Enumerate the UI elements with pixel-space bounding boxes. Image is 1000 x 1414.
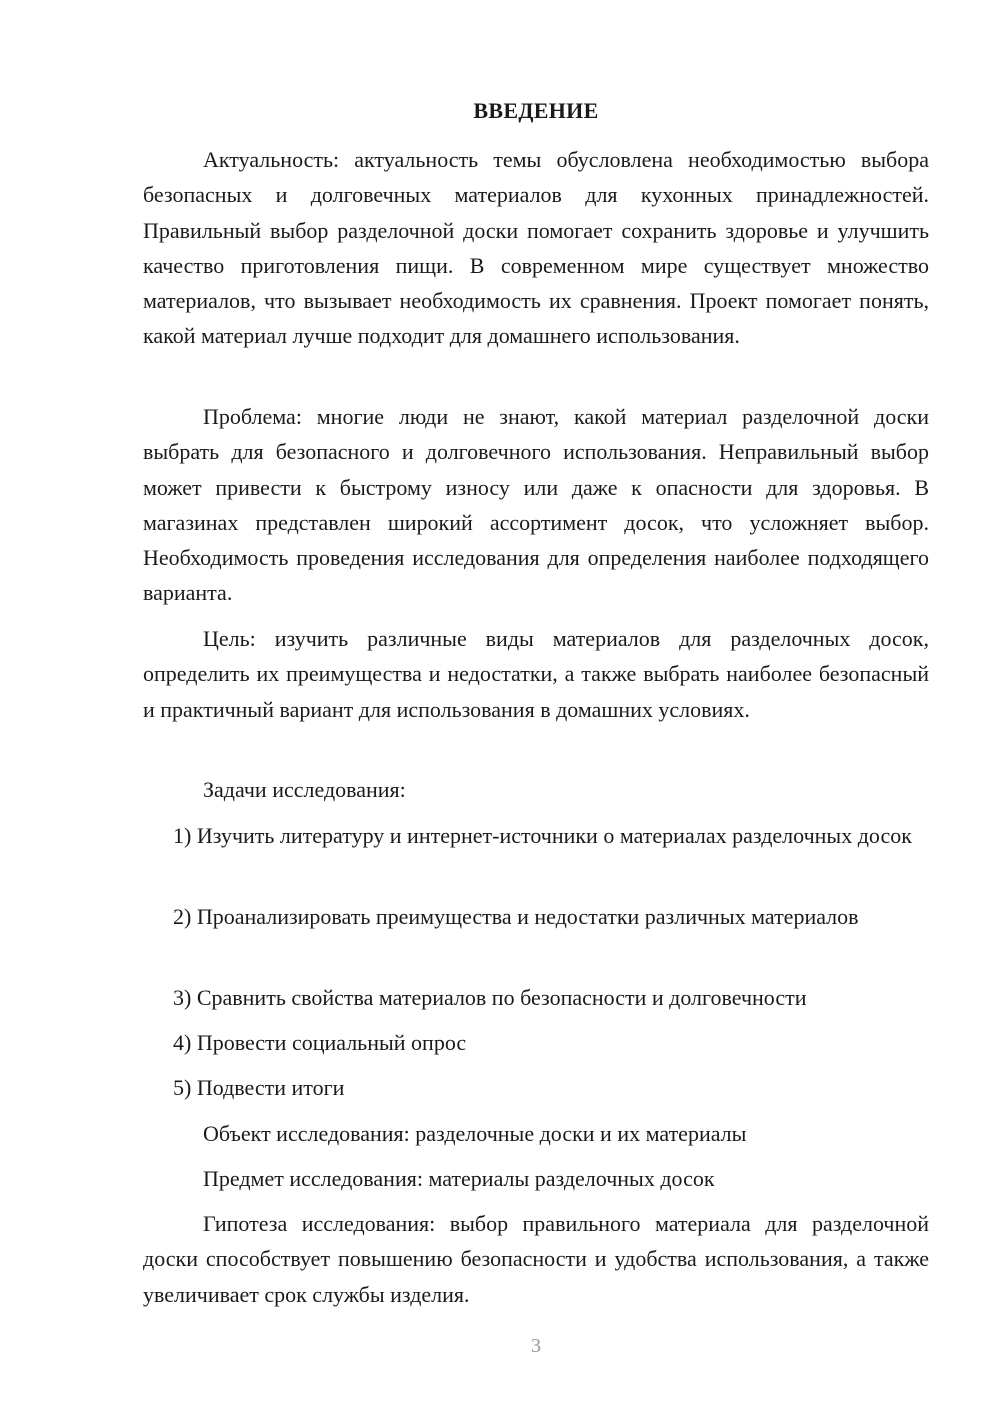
paragraph-hypothesis: Гипотеза исследования: выбор правильного материала для разделочной доски способствует повышению безопасности и удобства использования, а также увеличивает срок службы изделия. bbox=[143, 1211, 929, 1307]
paragraph-goal: Цель: изучить различные виды материалов для разделочных досок, определить их преимущества и недостатки, а также выбрать наиболее безопасный и практичный вариант для использования в домашних условиях. bbox=[143, 626, 929, 722]
paragraph-object: Объект исследования: разделочные доски и их материалы bbox=[203, 1121, 747, 1146]
task-item-2: 2) Проанализировать преимущества и недостатки различных материалов bbox=[173, 904, 859, 929]
document-page bbox=[143, 0, 929, 1414]
task-item-4: 4) Провести социальный опрос bbox=[173, 1030, 467, 1055]
task-item-5: 5) Подвести итоги bbox=[173, 1075, 345, 1100]
task-item-3: 3) Сравнить свойства материалов по безопасности и долговечности bbox=[173, 985, 807, 1010]
tasks-heading: Задачи исследования: bbox=[203, 777, 406, 802]
paragraph-problem: Проблема: многие люди не знают, какой материал разделочной доски выбрать для безопасного и долговечного использования. Неправильный выбор может привести к быстрому износу или даже к опасности для здоровья. В магазинах представлен широкий ассортимент досок, что усложняет выбор. Необходимость проведения исследования для определения наиболее подходящего варианта. bbox=[143, 404, 929, 606]
page-title: ВВЕДЕНИЕ bbox=[473, 98, 599, 123]
task-item-1: 1) Изучить литературу и интернет-источники о материалах разделочных досок bbox=[173, 823, 912, 848]
paragraph-relevance: Актуальность: актуальность темы обусловлена необходимостью выбора безопасных и долговечных материалов для кухонных принадлежностей. Правильный выбор разделочной доски помогает сохранить здоровье и улучшить качество приготовления пищи. В современном мире существует множество материалов, что вызывает необходимость их сравнения. Проект помогает понять, какой материал лучше подходит для домашнего использования. bbox=[143, 147, 929, 349]
paragraph-subject: Предмет исследования: материалы разделочных досок bbox=[203, 1166, 715, 1191]
page-number: 3 bbox=[531, 1335, 541, 1357]
